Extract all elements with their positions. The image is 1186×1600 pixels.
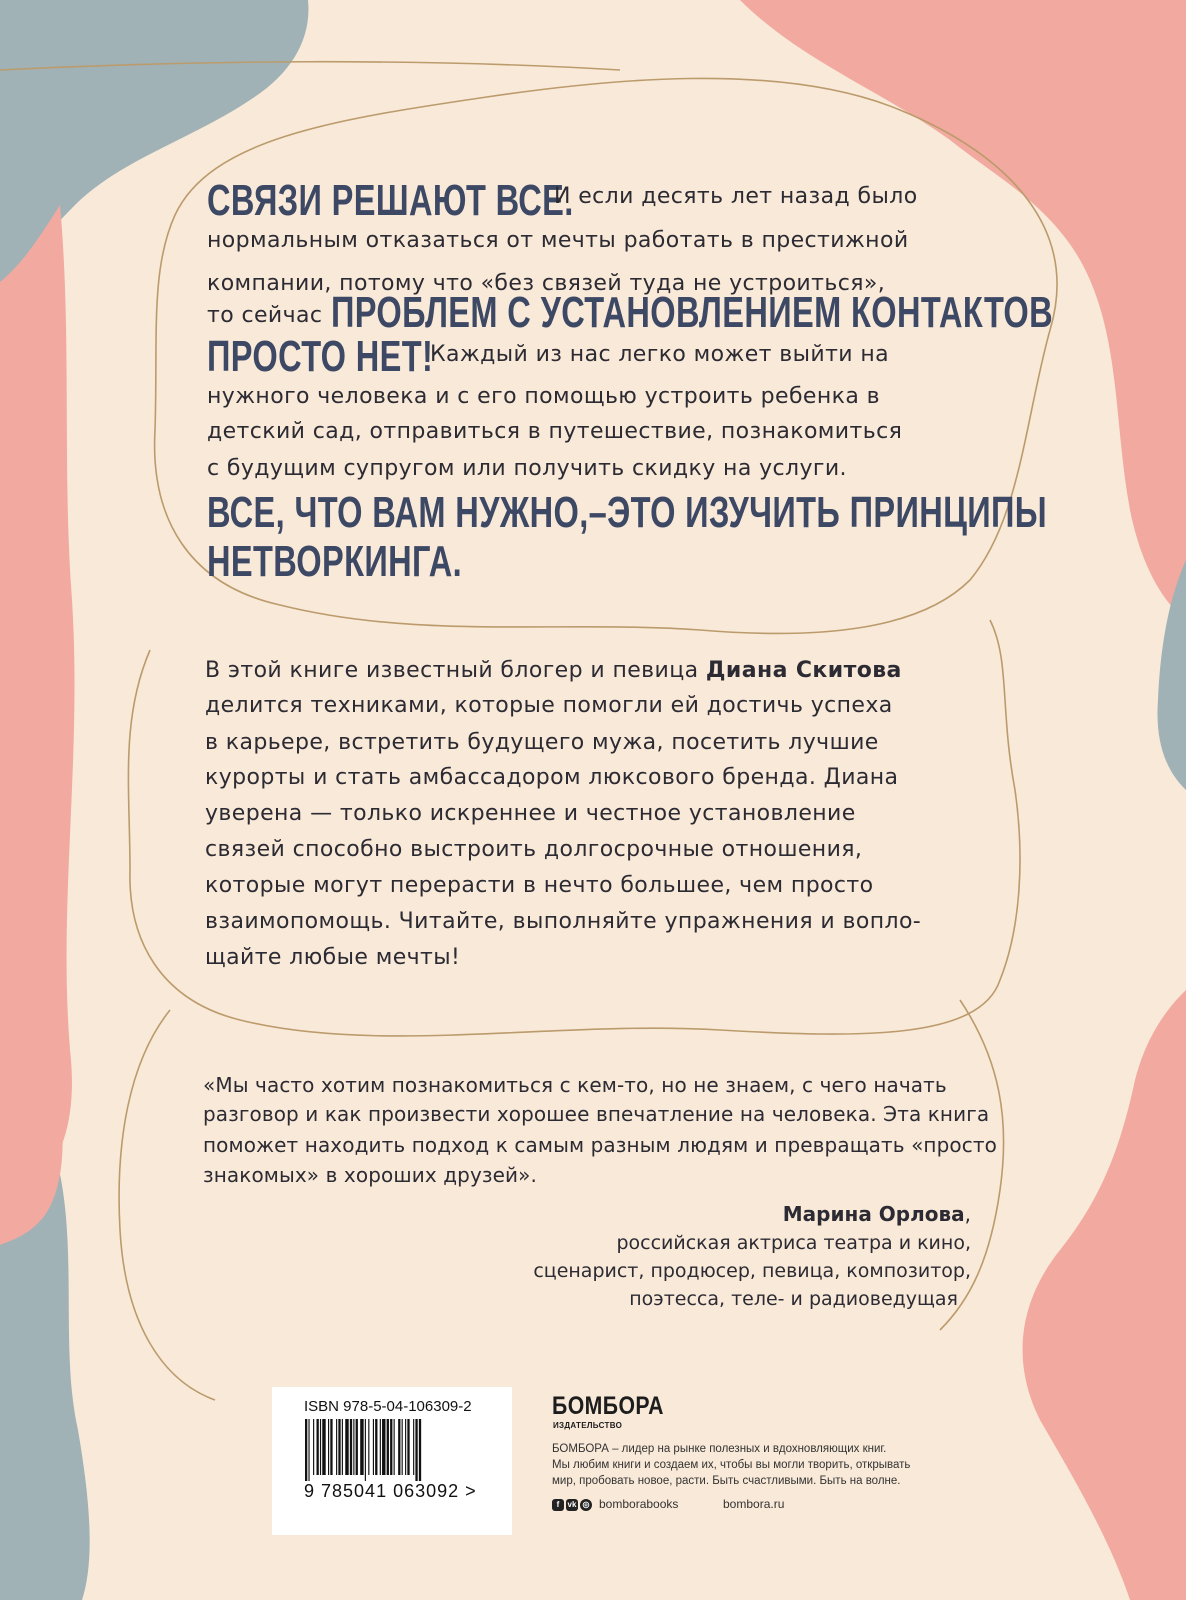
vk-icon[interactable]: vk (567, 1500, 577, 1509)
intro-line-6: нужного человека и с его помощью устроить ребенка в (207, 384, 880, 409)
barcode-bar (330, 1419, 332, 1475)
quote-role-1: российская актриса театра и кино, (616, 1232, 971, 1254)
intro-line-7: детский сад, отправиться в путешествие, познакомиться (207, 419, 903, 444)
description-line-6: связей способно выстроить долгосрочные отношения, (205, 837, 863, 862)
quote-line-2: разговор и как произвести хорошее впечатление на человека. Эта книга (203, 1102, 990, 1126)
quote-author (783, 1202, 971, 1226)
author-name: Диана Скитова (705, 658, 902, 683)
facebook-icon[interactable]: f (552, 1499, 564, 1511)
barcode-bar (345, 1419, 348, 1475)
description-line-3: в карьере, встретить будущего мужа, посетить лучшие (205, 730, 879, 755)
barcode-bar (398, 1419, 400, 1475)
intro-line-5: Каждый из нас легко может выйти на (430, 342, 890, 367)
publisher-desc-1: БОМБОРА – лидер на рынке полезных и вдохновляющих книг. (552, 1443, 887, 1455)
barcode-bar (380, 1419, 381, 1475)
heading-no-problems-b: ПРОСТО НЕТ! (207, 332, 434, 381)
quote-role-2: сценарист, продюсер, певица, композитор, (533, 1260, 971, 1282)
barcode-bar (407, 1419, 409, 1475)
instagram-icon[interactable]: ◎ (580, 1499, 592, 1511)
salmon-band-left (0, 205, 75, 1205)
barcode-bar (360, 1419, 363, 1475)
description-line-1-lead: В этой книге известный блогер и певица (205, 658, 699, 683)
barcode-bar (390, 1419, 392, 1475)
barcode-bar (308, 1419, 309, 1481)
intro-line-8: с будущим супругом или получить скидку на услуги. (207, 456, 847, 481)
barcode-bar (322, 1419, 325, 1475)
heading-all-you-need-b: НЕТВОРКИНГА. (207, 537, 463, 586)
description-line-2: делится техниками, которые помогли ей достичь успеха (205, 693, 893, 718)
social-handle[interactable]: bomborabooks (599, 1497, 679, 1511)
description-line-7: которые могут перерасти в нечто большее, чем просто (205, 873, 874, 898)
barcode-bar (415, 1419, 417, 1481)
intro-line-3: компании, потому что «без связей туда не устроиться», (207, 271, 886, 296)
barcode-bar (405, 1419, 406, 1475)
barcode-bar (328, 1419, 329, 1475)
barcode-bar (365, 1419, 366, 1481)
intro-line-2: нормальным отказаться от мечты работать в престижной (207, 228, 909, 253)
barcode-bar (382, 1419, 385, 1475)
barcode-bar (413, 1419, 414, 1475)
description-line-4: курорты и стать амбассадором люксового бренда. Диана (205, 765, 899, 790)
heading-no-problems-a: ПРОБЛЕМ С УСТАНОВЛЕНИЕМ КОНТАКТОВ (331, 288, 1053, 337)
barcode-bar (368, 1419, 369, 1475)
publisher-desc-3: мир, пробовать новое, расти. Быть счастливыми. Быть на волне. (552, 1475, 901, 1487)
description-line-9: щайте любые мечты! (205, 945, 461, 970)
isbn-barcode-box (272, 1387, 512, 1535)
quote-line-4: знакомых» в хороших друзей». (203, 1163, 537, 1187)
quote-author-name: Марина Орлова (782, 1202, 965, 1226)
barcode-bar (320, 1419, 321, 1475)
publisher-subtitle: ИЗДАТЕЛЬСТВО (553, 1421, 623, 1430)
description-line-8: взаимопомощь. Читайте, выполняйте упражнения и вопло- (205, 909, 922, 934)
description-line-1 (205, 658, 902, 683)
barcode-bar (338, 1419, 340, 1475)
social-icons (552, 1499, 592, 1511)
barcode-bar (402, 1419, 403, 1475)
barcode-bar (317, 1419, 319, 1475)
barcode (305, 1419, 495, 1481)
intro-line-1: И если десять лет назад было (554, 184, 918, 209)
barcode-bar (305, 1419, 307, 1481)
barcode-bar (373, 1419, 374, 1475)
barcode-bar (353, 1419, 354, 1475)
publisher-logo: БОМБОРА (552, 1392, 664, 1420)
barcode-bar (419, 1419, 421, 1481)
quote-line-3: поможет находить подход к самым разным людям и превращать «просто (203, 1133, 997, 1157)
quote-author-comma: , (964, 1202, 971, 1226)
heading-all-you-need-a: ВСЕ, ЧТО ВАМ НУЖНО,–ЭТО ИЗУЧИТЬ ПРИНЦИПЫ (207, 488, 1048, 537)
publisher-desc-2: Мы любим книги и создаем их, чтобы вы могли творить, открывать (552, 1459, 911, 1471)
website-link[interactable]: bombora.ru (723, 1497, 785, 1511)
barcode-bar (342, 1419, 343, 1475)
barcode-bar (336, 1419, 337, 1475)
barcode-bar (313, 1419, 314, 1475)
barcode-bar (356, 1419, 358, 1475)
barcode-bar (394, 1419, 395, 1475)
heading-connections: СВЯЗИ РЕШАЮТ ВСЕ. (207, 176, 574, 225)
isbn-label: ISBN 978-5-04-106309-2 (304, 1398, 472, 1415)
description-line-5: уверена — только искреннее и честное установление (205, 801, 856, 826)
quote-role-3: поэтесса, теле- и радиоведущая (629, 1288, 958, 1310)
barcode-bar (375, 1419, 377, 1475)
intro-line-4-lead: то сейчас (207, 303, 323, 328)
barcode-digits: 9 785041 063092 > (304, 1481, 477, 1501)
barcode-bar (387, 1419, 389, 1475)
quote-line-1: «Мы часто хотим познакомиться с кем-то, но не знаем, с чего начать (203, 1073, 947, 1097)
barcode-bar (350, 1419, 352, 1475)
